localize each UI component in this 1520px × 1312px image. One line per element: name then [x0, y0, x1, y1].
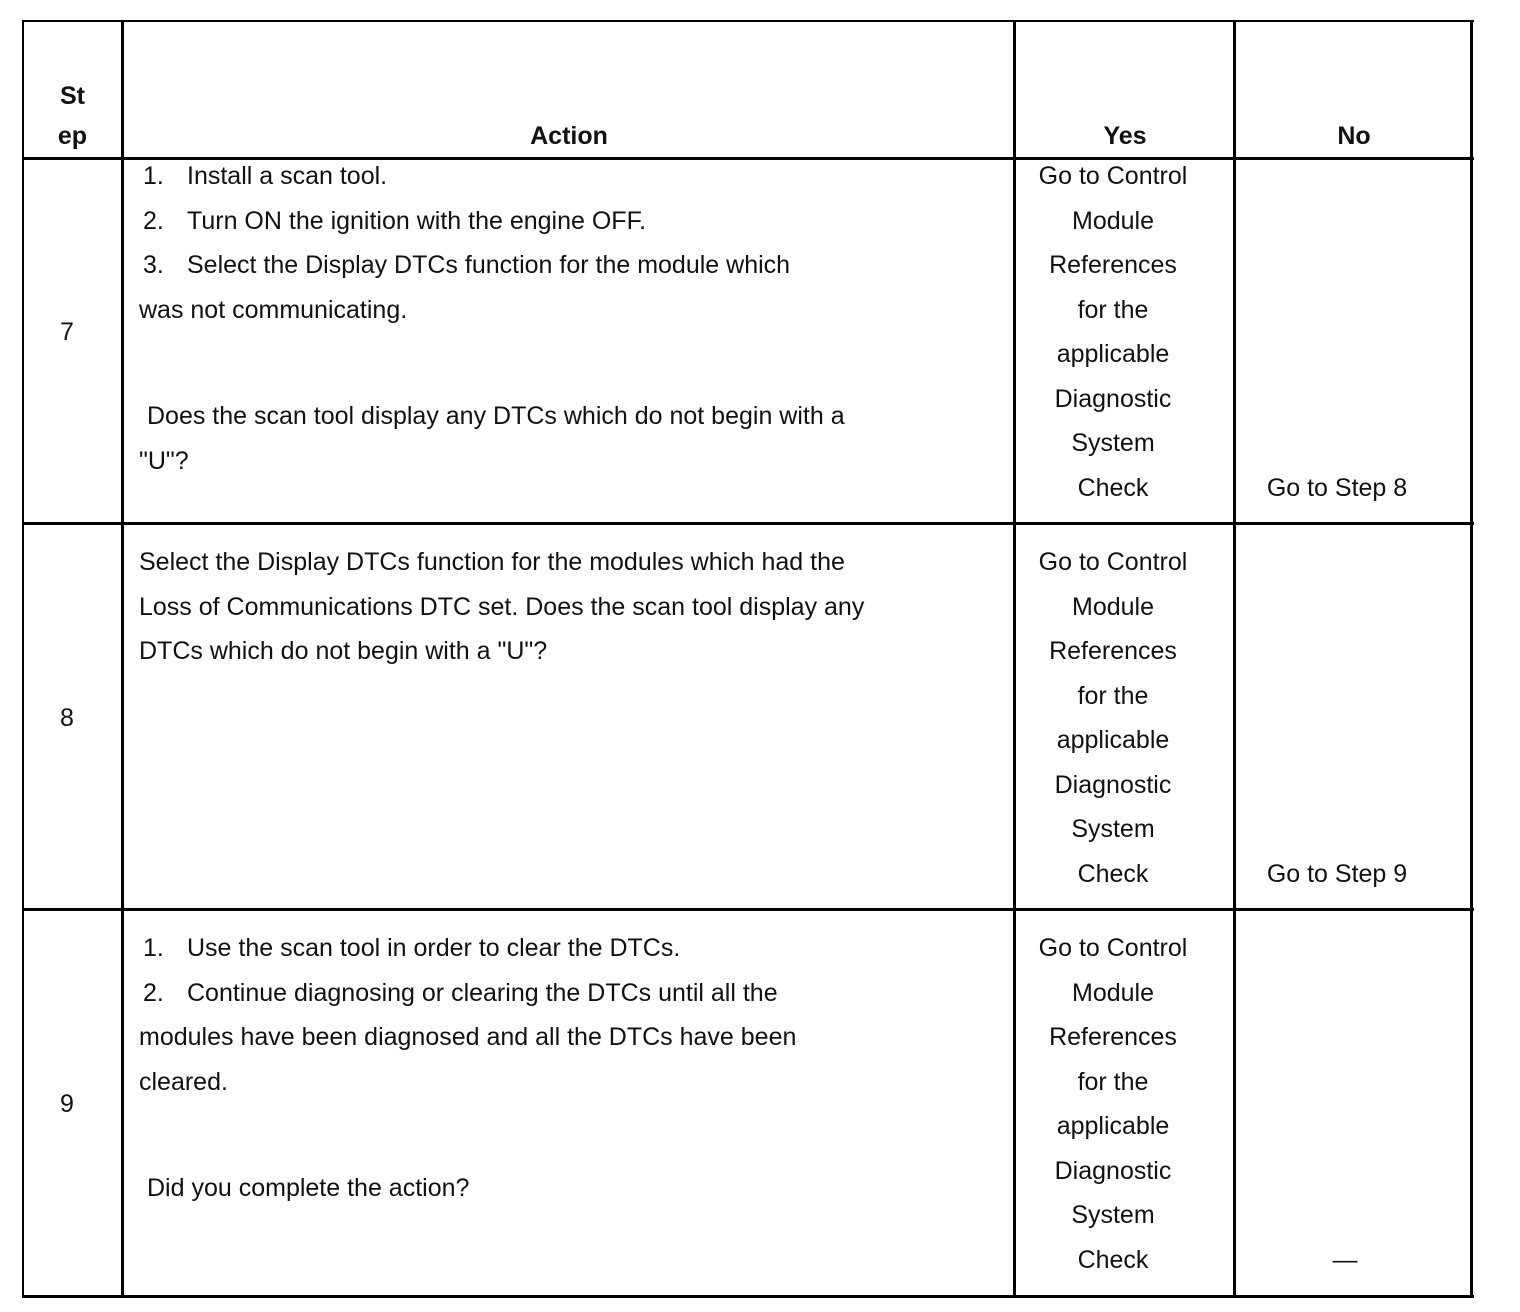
action-text — [139, 154, 999, 332]
table-border-bottom — [22, 1295, 1474, 1298]
no-outcome: — — [1332, 1246, 1358, 1274]
list-continuation: cleared. — [139, 1067, 228, 1096]
list-item: 1. Install a scan tool. — [143, 162, 388, 190]
column-divider — [121, 20, 124, 1298]
list-continuation: modules have been diagnosed and all the DTCs have been — [139, 1023, 797, 1051]
action-text — [139, 926, 999, 1104]
table-border-top — [22, 20, 1474, 22]
step-number: 7 — [60, 318, 74, 346]
diagnostic-table — [22, 20, 1474, 1300]
list-item: 1. Use the scan tool in order to clear the DTCs. — [143, 934, 681, 962]
step-number: 8 — [60, 704, 74, 732]
list-item: 3. Select the Display DTCs function for the module which — [143, 251, 791, 279]
header-yes: Yes — [1103, 122, 1147, 150]
yes-outcome: Go to Control Module References for the applicable Diagnostic System Check — [1038, 162, 1188, 502]
no-outcome: Go to Step 8 — [1266, 474, 1408, 502]
header-step — [22, 76, 123, 156]
header-step-line2: ep — [57, 122, 88, 150]
list-item: 2. Turn ON the ignition with the engine OFF. — [143, 206, 647, 235]
list-item: 2. Continue diagnosing or clearing the DTCs until all the — [143, 978, 778, 1007]
yes-outcome: Go to Control Module References for the applicable Diagnostic System Check — [1038, 548, 1188, 888]
action-text: Select the Display DTCs function for the modules which had the Loss of Communications DTC set. Does the scan tool display any DTCs which do not begin with a "U"? — [139, 548, 865, 665]
question-text: Did you complete the action? — [147, 1174, 470, 1202]
row-divider — [22, 522, 1474, 525]
header-action: Action — [530, 122, 608, 150]
header-step-line1: St — [60, 82, 85, 110]
no-outcome: Go to Step 9 — [1266, 860, 1408, 888]
column-divider — [1233, 20, 1236, 1298]
row-divider — [22, 908, 1474, 911]
question-text: Does the scan tool display any DTCs which do not begin with a "U"? — [139, 402, 845, 475]
header-no: No — [1337, 122, 1371, 150]
step-number: 9 — [60, 1090, 74, 1118]
yes-outcome: Go to Control Module References for the applicable Diagnostic System Check — [1038, 934, 1188, 1274]
table-border-right — [1470, 20, 1473, 1298]
list-continuation: was not communicating. — [139, 295, 408, 324]
